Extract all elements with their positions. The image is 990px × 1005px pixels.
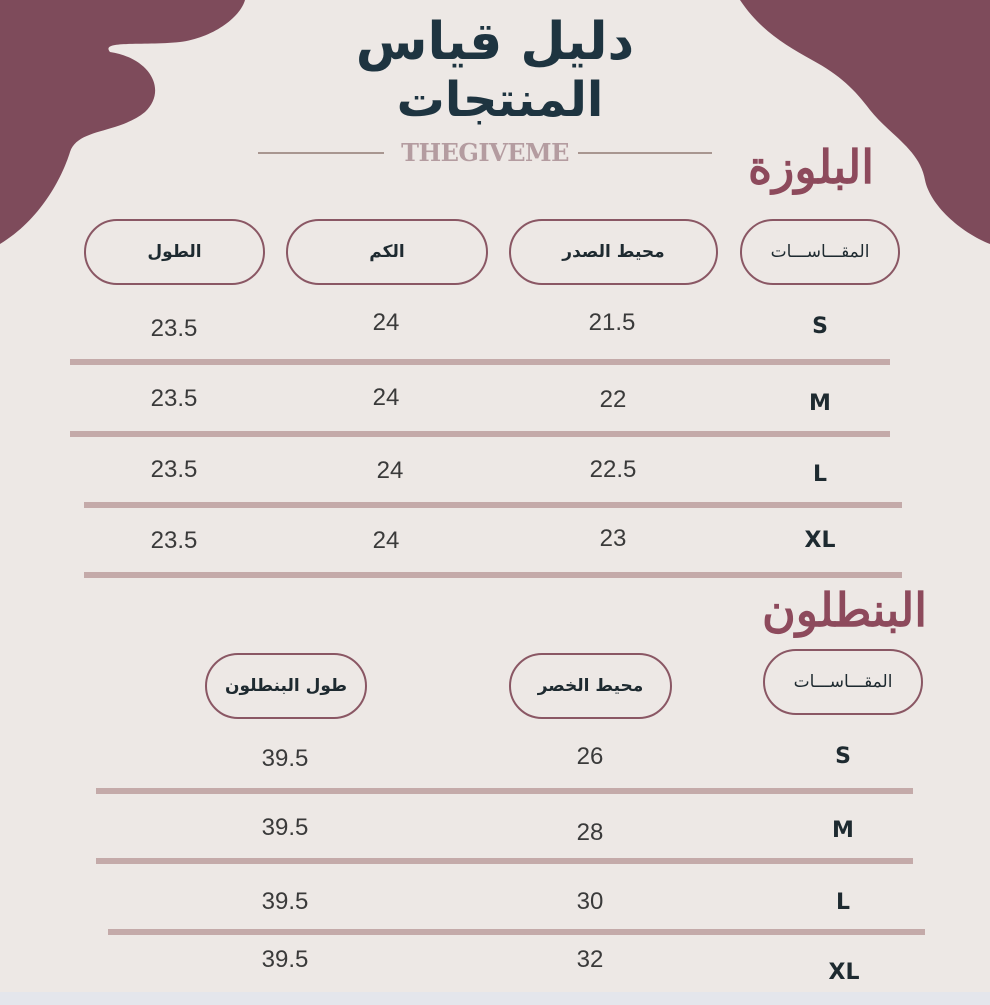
pants-waist-xl: 32 — [576, 946, 604, 973]
blouse-row-divider — [84, 502, 902, 508]
pants-waist-m: 28 — [576, 819, 604, 846]
blouse-chest-s: 21.5 — [588, 309, 636, 336]
blouse-chest-l: 22.5 — [589, 456, 637, 483]
brand-name: THEGIVEME — [401, 138, 569, 167]
pants-header-sizes: المقـــاســـات — [763, 649, 923, 715]
right-corner-decoration — [730, 0, 990, 250]
left-corner-decoration — [0, 0, 260, 250]
blouse-sleeve-s: 24 — [372, 309, 400, 336]
blouse-size-xl: XL — [804, 528, 836, 553]
blouse-sleeve-l: 24 — [376, 457, 404, 484]
pants-length-m: 39.5 — [261, 814, 309, 841]
bottom-edge-strip — [0, 992, 990, 1005]
blouse-size-m: M — [809, 391, 831, 416]
pants-header-length: طول البنطلون — [205, 653, 367, 719]
page-title: دليل قياس — [355, 12, 635, 72]
pants-length-xl: 39.5 — [261, 946, 309, 973]
blouse-header-sleeve: الكم — [286, 219, 488, 285]
pants-row-divider — [108, 929, 925, 935]
blouse-section-title: البلوزة — [748, 140, 874, 194]
pants-waist-s: 26 — [576, 743, 604, 770]
pants-length-l: 39.5 — [261, 888, 309, 915]
blouse-size-l: L — [812, 462, 828, 487]
blouse-length-m: 23.5 — [150, 385, 198, 412]
blouse-sleeve-xl: 24 — [372, 527, 400, 554]
pants-size-m: M — [832, 818, 854, 843]
blouse-length-s: 23.5 — [150, 315, 198, 342]
pants-length-s: 39.5 — [261, 745, 309, 772]
blouse-length-xl: 23.5 — [150, 527, 198, 554]
blouse-row-divider — [84, 572, 902, 578]
pants-section-title: البنطلون — [762, 583, 928, 637]
blouse-row-divider — [70, 431, 890, 437]
pants-size-xl: XL — [828, 960, 860, 985]
blouse-length-l: 23.5 — [150, 456, 198, 483]
blouse-sleeve-m: 24 — [372, 384, 400, 411]
pants-row-divider — [96, 858, 913, 864]
brand-divider-left — [258, 152, 384, 154]
blouse-chest-m: 22 — [599, 386, 627, 413]
pants-row-divider — [96, 788, 913, 794]
page-subtitle: المنتجات — [396, 72, 604, 128]
pants-header-waist: محيط الخصر — [509, 653, 672, 719]
blouse-header-length: الطول — [84, 219, 265, 285]
blouse-chest-xl: 23 — [599, 525, 627, 552]
pants-waist-l: 30 — [576, 888, 604, 915]
blouse-row-divider — [70, 359, 890, 365]
blouse-size-s: S — [812, 314, 828, 339]
pants-size-l: L — [835, 890, 851, 915]
blouse-header-chest: محيط الصدر — [509, 219, 718, 285]
blouse-header-sizes: المقـــاســـات — [740, 219, 900, 285]
brand-divider-right — [578, 152, 712, 154]
pants-size-s: S — [835, 744, 851, 769]
